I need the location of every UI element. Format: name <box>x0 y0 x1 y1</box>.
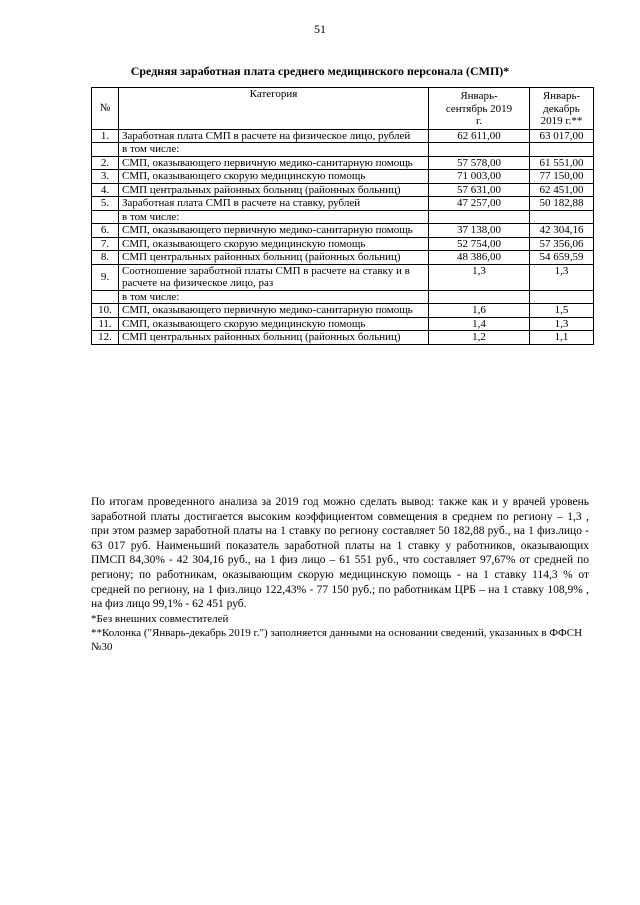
row-value-period1: 52 754,00 <box>429 237 530 251</box>
table-row <box>92 304 594 318</box>
row-num: 6. <box>92 224 119 238</box>
header-category: Категория <box>119 88 429 130</box>
row-num: 10. <box>92 304 119 318</box>
conclusion-paragraph: По итогам проведенного анализа за 2019 год можно сделать вывод: также как и у врачей уровень заработной платы достигается высоким коэффициентом совмещения в среднем по региону – 1,3 , при этом размер заработной платы на 1 ставку по региону составляет 50 182,88 руб., на 1 физ.лицо - 63 017 руб. Наименьший показатель заработной платы на 1 ставку у работников, оказывающих ПМСП 84,30% - 42 304,16 руб., на 1 физ лицо – 61 551 руб., что составляет 97,67% от средней по региону; по работникам, оказывающим скорую медицинскую помощь - на 1 ставку 114,3 % от средней по региону, на 1 физ.лицо 122,43% - 77 150 руб.; по работникам ЦРБ – на 1 ставку 108,9% , на физ лицо 99,1% - 62 451 руб. <box>91 496 589 611</box>
table-row <box>92 224 594 238</box>
row-value-period2: 57 356,06 <box>530 237 594 251</box>
table-row <box>92 129 594 143</box>
table-row <box>92 331 594 345</box>
row-num: 4. <box>92 183 119 197</box>
table-row <box>92 156 594 170</box>
row-category: СМП центральных районных больниц (районных больниц) <box>119 251 429 265</box>
table-row <box>92 183 594 197</box>
table-row <box>92 170 594 184</box>
row-category: СМП, оказывающего первичную медико-санитарную помощь <box>119 304 429 318</box>
row-num: 9. <box>92 264 119 290</box>
row-category: Соотношение заработной платы СМП в расчете на ставку и в расчете на физическое лицо, раз <box>119 264 429 290</box>
row-num: 12. <box>92 331 119 345</box>
table-row <box>92 210 594 224</box>
row-value-period2 <box>530 143 594 157</box>
row-value-period1 <box>429 290 530 304</box>
row-category: Заработная плата СМП в расчете на ставку, рублей <box>119 197 429 211</box>
row-value-period2: 77 150,00 <box>530 170 594 184</box>
row-value-period2: 1,3 <box>530 317 594 331</box>
row-value-period1: 48 386,00 <box>429 251 530 265</box>
row-num <box>92 290 119 304</box>
row-num: 7. <box>92 237 119 251</box>
table-row <box>92 290 594 304</box>
row-value-period2: 42 304,16 <box>530 224 594 238</box>
row-value-period1: 47 257,00 <box>429 197 530 211</box>
row-num <box>92 143 119 157</box>
row-value-period2: 62 451,00 <box>530 183 594 197</box>
row-value-period1: 1,3 <box>429 264 530 290</box>
table-row <box>92 264 594 290</box>
row-num: 1. <box>92 129 119 143</box>
row-value-period1: 1,6 <box>429 304 530 318</box>
table-row <box>92 197 594 211</box>
row-category: СМП центральных районных больниц (районных больниц) <box>119 183 429 197</box>
row-category: СМП, оказывающего первичную медико-санитарную помощь <box>119 224 429 238</box>
row-value-period1: 1,2 <box>429 331 530 345</box>
row-num: 8. <box>92 251 119 265</box>
table-header-row <box>92 88 594 130</box>
salary-table <box>91 87 594 345</box>
row-value-period2: 1,3 <box>530 264 594 290</box>
row-category: СМП, оказывающего скорую медицинскую помощь <box>119 170 429 184</box>
table-row <box>92 143 594 157</box>
row-num: 3. <box>92 170 119 184</box>
footnote-external: *Без внешних совместителей <box>91 613 229 625</box>
row-value-period1: 57 578,00 <box>429 156 530 170</box>
header-period2: Январь-декабрь 2019 г.** <box>530 88 594 130</box>
row-value-period2: 50 182,88 <box>530 197 594 211</box>
row-num: 5. <box>92 197 119 211</box>
page-number: 51 <box>314 22 326 36</box>
row-value-period2: 61 551,00 <box>530 156 594 170</box>
row-value-period1: 71 003,00 <box>429 170 530 184</box>
row-category: СМП центральных районных больниц (районных больниц) <box>119 331 429 345</box>
row-num <box>92 210 119 224</box>
row-category: в том числе: <box>119 210 429 224</box>
table-row <box>92 317 594 331</box>
row-value-period1: 37 138,00 <box>429 224 530 238</box>
footnotes <box>91 612 589 654</box>
row-category: в том числе: <box>119 290 429 304</box>
table-row <box>92 237 594 251</box>
row-value-period2: 1,1 <box>530 331 594 345</box>
row-category: Заработная плата СМП в расчете на физическое лицо, рублей <box>119 129 429 143</box>
document-title: Средняя заработная плата среднего медицинского персонала (СМП)* <box>130 64 510 78</box>
row-value-period2 <box>530 210 594 224</box>
row-category: в том числе: <box>119 143 429 157</box>
row-value-period1: 57 631,00 <box>429 183 530 197</box>
row-value-period2 <box>530 290 594 304</box>
row-value-period1: 62 611,00 <box>429 129 530 143</box>
header-period1: Январь-сентябрь 2019 г. <box>429 88 530 130</box>
row-value-period2: 1,5 <box>530 304 594 318</box>
row-category: СМП, оказывающего первичную медико-санитарную помощь <box>119 156 429 170</box>
row-value-period1 <box>429 210 530 224</box>
row-num: 11. <box>92 317 119 331</box>
row-category: СМП, оказывающего скорую медицинскую помощь <box>119 317 429 331</box>
header-num: № <box>92 88 119 130</box>
row-value-period2: 63 017,00 <box>530 129 594 143</box>
footnote-column: **Колонка ("Январь-декабрь 2019 г.") заполняется данными на основании сведений, указанных в ФФСН №30 <box>91 627 583 653</box>
row-value-period2: 54 659,59 <box>530 251 594 265</box>
row-num: 2. <box>92 156 119 170</box>
table-row <box>92 251 594 265</box>
row-value-period1: 1,4 <box>429 317 530 331</box>
row-value-period1 <box>429 143 530 157</box>
row-category: СМП, оказывающего скорую медицинскую помощь <box>119 237 429 251</box>
